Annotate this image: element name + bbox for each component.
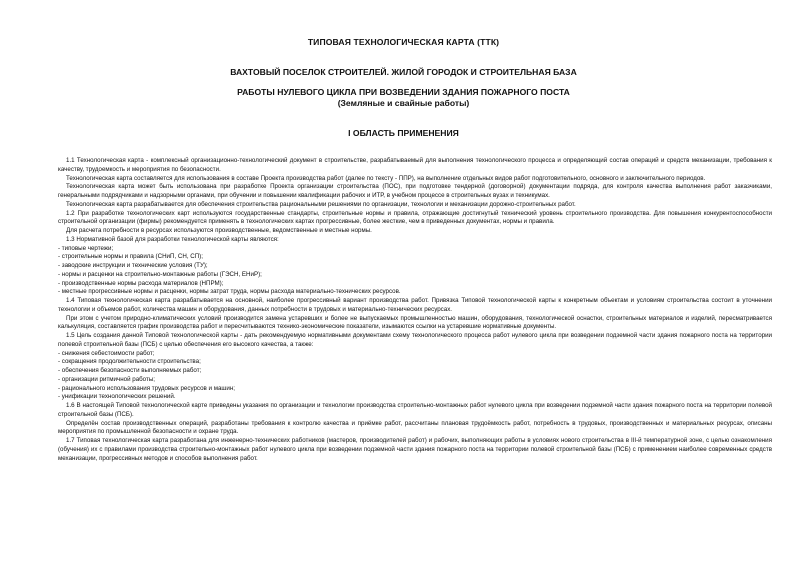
- work-subtitle: (Земляные и свайные работы): [337, 98, 470, 108]
- paragraph: 1.4 Типовая технологическая карта разрабатывается на основной, наиболее прогрессивный вариант производства работ. Привязка Типовой технологической карты к конкретным объектам и условиям строительства состоит в уточнении технологии и объемов работ, количества машин и оборудования, данных потребности в трудовых и материально-технических ресурсах.: [58, 297, 772, 313]
- paragraph: Технологическая карта составляется для использования в составе Проекта производства работ (далее по тексту - ППР), на выполнение отдельных видов работ подготовительного, основного и заключительного периодов.: [66, 174, 706, 182]
- list-item: - заводские инструкции и технические условия (ТУ);: [58, 262, 208, 269]
- document-title: ТИПОВАЯ ТЕХНОЛОГИЧЕСКАЯ КАРТА (ТТК): [307, 37, 500, 47]
- list-item: - строительные нормы и правила (СНиП, СН, СП);: [58, 253, 203, 261]
- paragraph: 1.2 При разработке технологических карт используются государственные стандарты, строительные нормы и правила, отражающие достигнутый технический уровень строительного производства. Для повышения конкурентоспособности строительной организации (фирмы) рекомендуется применять в технологических картах прогрессивные, более жесткие, чем в приведенных документах, нормы и правила.: [58, 209, 772, 226]
- paragraph: Для расчета потребности в ресурсах используются производственные, ведомственные и местные нормы.: [66, 227, 372, 234]
- paragraph: 1.1 Технологическая карта - комплексный организационно-технологический документ в строительстве, разрабатываемый для выполнения технологического процесса и определяющий состав операций и средств механизации, требования к качеству, трудоемкость и мероприятия по безопасности.: [58, 157, 772, 173]
- list-item: - нормы и расценки на строительно-монтажные работы (ГЭСН, ЕНиР);: [58, 270, 262, 278]
- paragraph: Технологическая карта разрабатывается для обеспечения строительства рациональными решениями по организации, технологии и механизации дорожно-строительных работ.: [66, 200, 576, 208]
- document-subtitle: ВАХТОВЫЙ ПОСЕЛОК СТРОИТЕЛЕЙ. ЖИЛОЙ ГОРОДОК И СТРОИТЕЛЬНАЯ БАЗА: [230, 67, 577, 77]
- paragraph: Определён состав производственных операций, разработаны требования к контролю качества и приёмке работ, рассчитаны плановая трудоёмкость работ, потребность в трудовых, производственных и материальных ресурсах, описаны мероприятия по промышленной безопасности и охране труда.: [58, 419, 772, 436]
- list-item: - производственные нормы расхода материалов (НПРМ);: [58, 279, 224, 287]
- paragraph: 1.6 В настоящей Типовой технологической карте приведены указания по организации и технологии производства строительно-монтажных работ нулевого цикла при возведении подземной части здания пожарного поста на территории полевой строительной базы (ПСБ).: [58, 402, 772, 418]
- paragraph: 1.7 Типовая технологическая карта разработана для инженерно-технических работников (мастеров, производителей работ) и рабочих, выполняющих работы в условиях нового строительства в III-й температурной зоне, с целью ознакомления (обучения) их с правилами производства строительно-монтажных работ нулевого цикла при возведении подземной части здания пожарного поста на территории полевой строительной базы (ПСБ) с применением наиболее современных средств механизации, прогрессивных методов и способов выполнения работ.: [58, 437, 772, 462]
- list-item: - снижения себестоимости работ;: [58, 349, 155, 357]
- paragraph: При этом с учетом природно-климатических условий производится замена устаревших и более не выпускаемых промышленностью машин, оборудования, технологической оснастки, строительных материалов и изделий, пересматривается калькуляция, составляется график производства работ и пересчитываются технико-экономические показатели, изымаются ссылки на устаревшие нормативные документы.: [58, 314, 772, 331]
- paragraph: 1.5 Цель создания данной Типовой технологической карты - дать рекомендуемую нормативными документами схему технологического процесса работ нулевого цикла при возведении подземной части здания пожарного поста на территории полевой строительной базы (ПСБ) с целью обеспечения его высокого качества, а также:: [58, 332, 772, 348]
- list-item: - организации ритмичной работы;: [58, 375, 155, 383]
- list-item: - обеспечения безопасности выполняемых работ;: [58, 367, 202, 374]
- paragraph: 1.3 Нормативной базой для разработки технологической карты являются:: [66, 235, 279, 243]
- list-item: - сокращения продолжительности строительства;: [58, 358, 201, 366]
- work-title: РАБОТЫ НУЛЕВОГО ЦИКЛА ПРИ ВОЗВЕДЕНИИ ЗДАНИЯ ПОЖАРНОГО ПОСТА: [237, 87, 570, 97]
- list-item: - унификации технологических решений.: [58, 393, 176, 401]
- paragraph: Технологическая карта может быть использована при разработке Проекта организации строительства (ПОС), при подготовке тендерной (договорной) документации подряда, для контроля качества выполнения работ заказчиками, генеральными подрядчиками и надзорными органами, при обучении и повышении квалификации рабочих и ИТР, в учебном процессе в строительных вузах и техникумах.: [58, 183, 772, 199]
- document-body: [58, 157, 772, 463]
- list-item: - рационального использования трудовых ресурсов и машин;: [58, 384, 235, 392]
- list-item: - типовые чертежи;: [58, 244, 114, 252]
- list-item: - местные прогрессивные нормы и расценки, нормы затрат труда, нормы расхода материально-технических ресурсов.: [58, 288, 401, 296]
- section-title: I ОБЛАСТЬ ПРИМЕНЕНИЯ: [348, 128, 459, 138]
